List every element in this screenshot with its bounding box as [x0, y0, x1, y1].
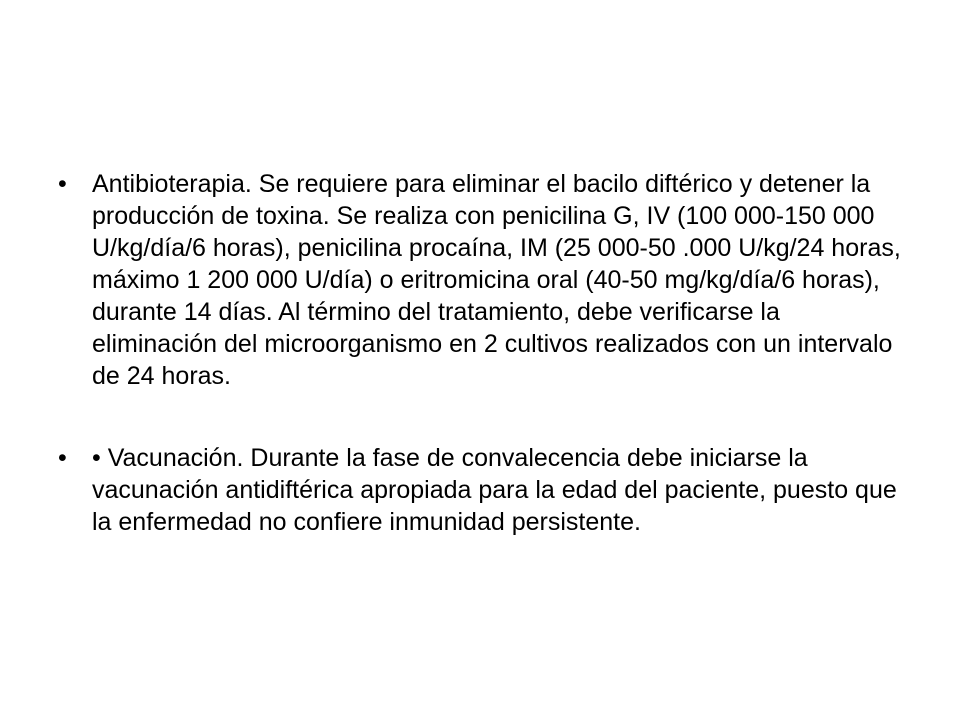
bullet-item-vacunacion: [58, 442, 908, 538]
bullet-text-antibioterapia: Antibioterapia. Se requiere para eliminar el bacilo diftérico y detener la producción de toxina. Se realiza con penicilina G, IV (100 000-150 000 U/kg/día/6 horas), penicilina procaína, IM (25 000-50 .000 U/kg/24 horas, máximo 1 200 000 U/día) o eritromicina oral (40-50 mg/kg/día/6 horas), durante 14 días. Al término del tratamiento, debe verificarse la eliminación del microorganismo en 2 cultivos realizados con un intervalo de 24 horas.: [92, 170, 901, 390]
bullet-text-vacunacion: • Vacunación. Durante la fase de convalecencia debe iniciarse la vacunación antidiftérica apropiada para la edad del paciente, puesto que la enfermedad no confiere inmunidad persistente.: [92, 444, 897, 536]
bullet-marker: •: [58, 170, 67, 198]
bullet-marker: •: [58, 444, 67, 472]
bullet-list: [58, 168, 908, 588]
bullet-item-antibioterapia: [58, 168, 908, 392]
